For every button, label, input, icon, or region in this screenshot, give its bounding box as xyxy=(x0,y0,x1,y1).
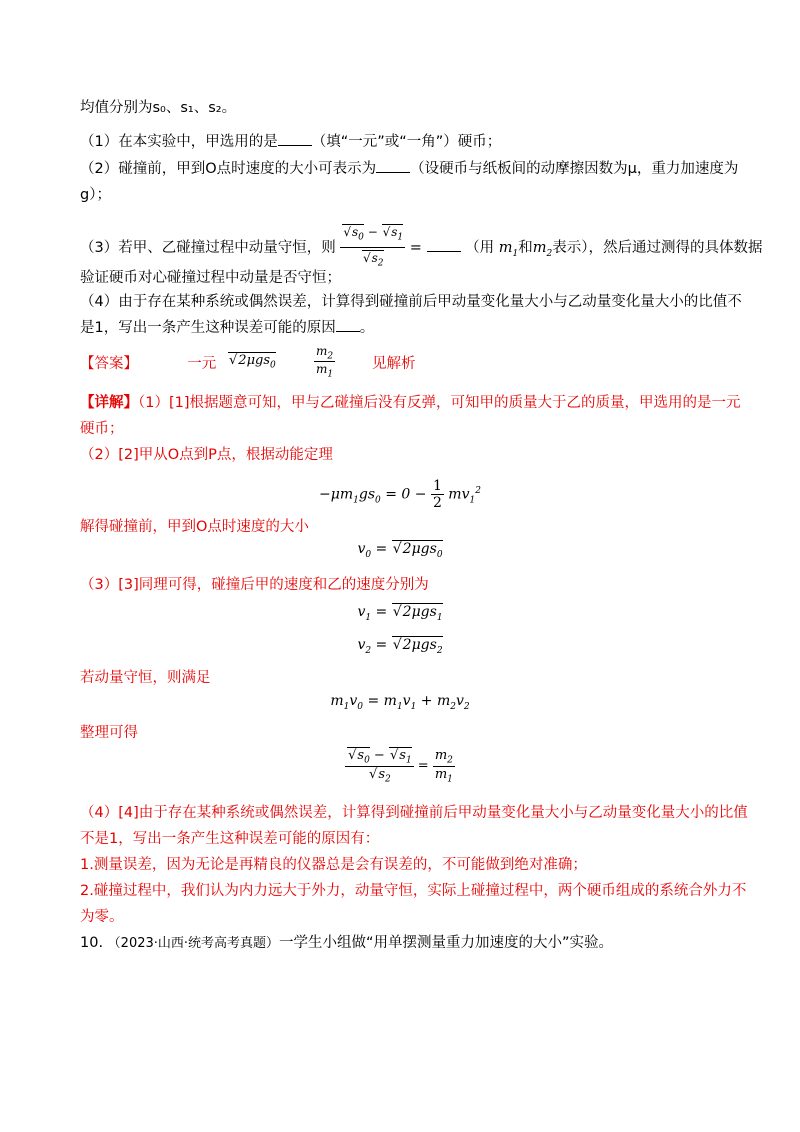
q2-text: （2）碰撞前，甲到O点时速度的大小可表示为 xyxy=(80,161,377,177)
equation-v1: $v_1$ = √ 2μgs$_1$ xyxy=(0,604,800,623)
q3-fraction: √ $s_0$ − √ $s_1$ √ $s_2$ xyxy=(340,222,405,274)
q3-text: （3）若甲、乙碰撞过程中动量守恒，则 xyxy=(80,239,336,256)
answer-2-formula: √ 2μgs$_0$ xyxy=(228,353,276,371)
q4-text: 是1，写出一条产生这种误差可能的原因 xyxy=(80,320,336,336)
question-4-cont xyxy=(80,318,374,338)
question-3: （3）若甲、乙碰撞过程中动量守恒，则 √ $s_0$ − √ $s_1$ √ $s_2$ = （用 $m_1$和$m_2$表示），然后通过测得的具体数据 xyxy=(80,222,762,274)
q3-text-c: 和 xyxy=(518,239,533,256)
answer-blank xyxy=(427,239,461,252)
detail-1-cont: 硬币； xyxy=(80,421,124,437)
question-4: （4）由于存在某种系统或偶然误差，计算得到碰撞前后甲动量变化量大小与乙动量变化量大小的比值不 xyxy=(80,294,742,310)
detail-label: 【详解】 xyxy=(80,395,138,411)
question-2-cont: g）； xyxy=(80,187,111,203)
detail-3: （3）[3]同理可得，碰撞后甲的速度和乙的速度分别为 xyxy=(80,577,429,593)
detail-text: （1）[1]根据题意可知，甲与乙碰撞后没有反弹，可知甲的质量大于乙的质量，甲选用的是一元 xyxy=(138,395,741,411)
question-text: 一学生小组做“用单摆测量重力加速度的大小”实验。 xyxy=(279,935,614,951)
equation-ratio: √ $s_0$ − √ $s_1$ √ $s_2$ = $\frac{m_2}{m_1}$ xyxy=(0,748,800,784)
detail-1 xyxy=(80,393,741,413)
intro-line: 均值分别为s₀、s₁、s₂。 xyxy=(80,100,237,116)
equation-momentum: $m_1v_0 = m_1v_1 + m_2v_2$ xyxy=(330,693,470,712)
q2-text-mid: （设硬币与纸板间的动摩擦因数为μ，重力加速度为 xyxy=(410,161,739,177)
answer-label: 【答案】 xyxy=(80,356,138,372)
next-question xyxy=(80,933,613,954)
q1-text: （1）在本实验中，甲选用的是 xyxy=(80,134,278,150)
detail-4-e: 为零。 xyxy=(80,909,124,925)
detail-3-b: 若动量守恒，则满足 xyxy=(80,670,211,686)
detail-4-c: 1.测量误差，因为无论是再精良的仪器总是会有误差的，不可能做到绝对准确； xyxy=(80,857,587,873)
answer-1: 一元 xyxy=(187,356,217,372)
question-number: 10. xyxy=(80,935,104,951)
question-3-cont: 验证硬币对心碰撞过程中动量是否守恒； xyxy=(80,270,341,286)
equation-v2: $v_2$ = √ 2μgs$_2$ xyxy=(0,637,800,656)
question-2 xyxy=(80,159,738,179)
detail-3-c: 整理可得 xyxy=(80,725,138,741)
equation-energy: $-\mu m_1gs_0 = 0$ − $\frac{1}{2}$ $mv_1^2$ xyxy=(319,478,481,511)
detail-2-b: 解得碰撞前，甲到O点时速度的大小 xyxy=(80,519,309,535)
answer-3-formula: $\frac{m_2}{m_1}$ xyxy=(316,344,334,380)
detail-4-d: 2.碰撞过程中，我们认为内力远大于外力，动量守恒，实际上碰撞过程中，两个硬币组成的系统合外力不 xyxy=(80,883,747,899)
answer-blank xyxy=(376,160,410,173)
q3-text-d: 表示），然后通过测得的具体数据 xyxy=(552,239,763,256)
detail-4: （4）[4]由于存在某种系统或偶然误差，计算得到碰撞前后甲动量变化量大小与乙动量变化量大小的比值 xyxy=(80,805,748,821)
answer-blank xyxy=(336,319,360,332)
answer-row xyxy=(80,354,216,374)
question-source: （2023·山西·统考高考真题） xyxy=(107,936,280,951)
equation-v0: $v_0$ = √ 2μgs$_0$ xyxy=(0,541,800,560)
question-1 xyxy=(80,132,501,152)
answer-blank xyxy=(278,133,312,146)
q4-text-end: 。 xyxy=(359,320,375,336)
q1-text-end: （填“一元”或“一角”）硬币； xyxy=(311,134,502,150)
detail-4-b: 不是1，写出一条产生这种误差可能的原因有： xyxy=(80,831,380,847)
answer-4: 见解析 xyxy=(372,356,416,372)
q3-text-b: （用 xyxy=(465,239,495,256)
detail-2: （2）[2]甲从O点到P点，根据动能定理 xyxy=(80,447,333,463)
